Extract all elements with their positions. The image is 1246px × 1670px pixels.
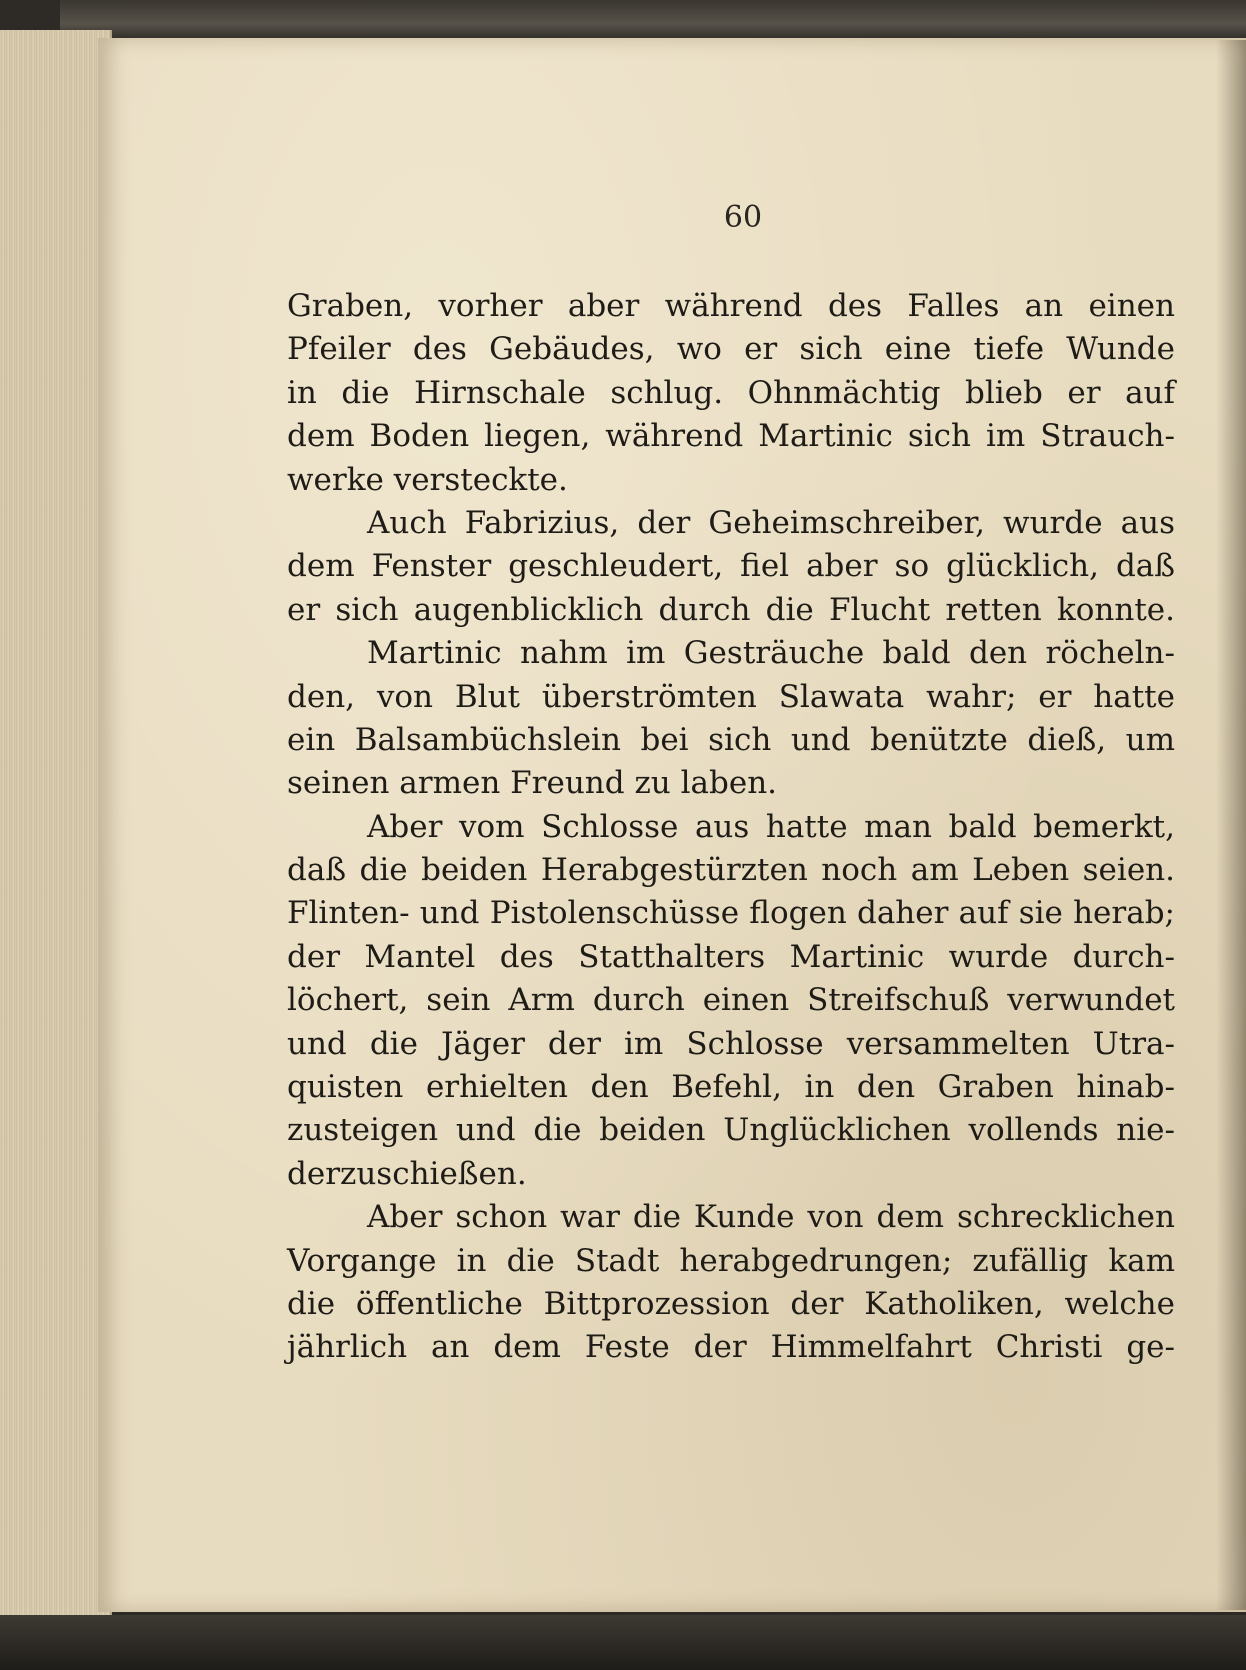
page-stack-edges [0,30,112,1620]
text-line: löchert, sein Arm durch einen Streifschuß verwundet [287,982,1175,1019]
text-line: jährlich an dem Feste der Himmelfahrt Christi ge- [287,1329,1175,1366]
text-line: der Mantel des Statthalters Martinic wurde durch- [287,938,1175,975]
text-line: derzuschießen. [287,1155,527,1192]
book-cover-top-edge [60,0,1246,40]
text-line: Aber vom Schlosse aus hatte man bald bemerkt, [367,808,1175,845]
text-line: er sich augenblicklich durch die Flucht retten konnte. [287,591,1175,628]
text-line: Auch Fabrizius, der Geheimschreiber, wurde aus [367,504,1175,541]
text-line: dem Boden liegen, während Martinic sich im Strauch- [287,418,1175,455]
body-text [287,285,1175,1370]
text-line: zusteigen und die beiden Unglücklichen vollends nie- [287,1112,1175,1149]
text-line: die öffentliche Bittprozession der Katholiken, welche [287,1285,1175,1322]
page-right-shadow [1216,40,1246,1610]
text-line: dem Fenster geschleudert, fiel aber so glücklich, daß [287,548,1175,585]
text-line: Flinten- und Pistolenschüsse flogen daher auf sie herab; [287,895,1175,932]
text-line: werke versteckte. [287,461,568,498]
page-number: 60 [723,200,763,235]
text-line: Aber schon war die Kunde von dem schrecklichen [367,1199,1175,1236]
text-line: Pfeiler des Gebäudes, wo er sich eine tiefe Wunde [287,331,1175,368]
text-line: den, von Blut überströmten Slawata wahr; er hatte [287,678,1175,715]
text-line: daß die beiden Herabgestürzten noch am Leben seien. [287,852,1175,889]
text-line: in die Hirnschale schlug. Ohnmächtig blieb er auf [287,374,1175,411]
text-line: ein Balsambüchslein bei sich und benützte dieß, um [287,721,1175,758]
book-cover-bottom-edge [0,1615,1246,1670]
text-line: seinen armen Freund zu laben. [287,765,778,802]
text-line: Martinic nahm im Gesträuche bald den röcheln- [367,635,1175,672]
text-line: und die Jäger der im Schlosse versammelten Utra- [287,1025,1175,1062]
text-line: Graben, vorher aber während des Falles an einen [287,288,1175,324]
text-line: Vorgange in die Stadt herabgedrungen; zufällig kam [287,1242,1175,1279]
text-line: quisten erhielten den Befehl, in den Graben hinab- [287,1069,1175,1106]
